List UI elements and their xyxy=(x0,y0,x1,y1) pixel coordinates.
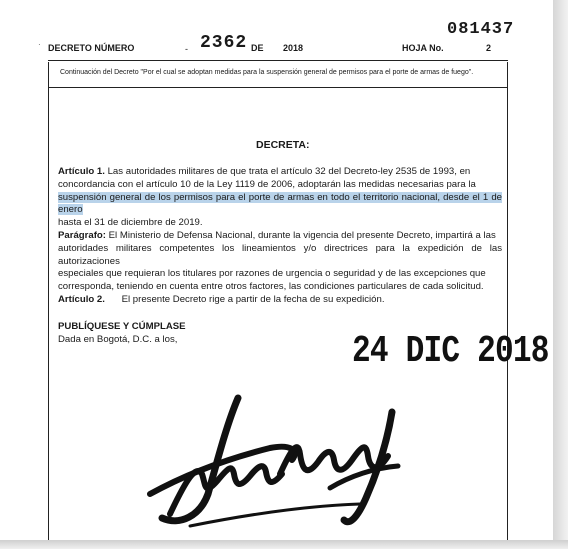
decreto-year: 2018 xyxy=(283,43,304,53)
paragrafo-line2: autoridades militares competentes los lineamientos y/o directrices para la expedición de las autorizaciones xyxy=(58,242,502,267)
paragrafo-line3: especiales que requieran los titulares por razones de urgencia o seguridad y de las excepciones que xyxy=(58,268,486,280)
decreta-heading: DECRETA: xyxy=(256,139,310,151)
signature-image xyxy=(130,376,420,536)
articulo-1-line4: hasta el 31 de diciembre de 2019. xyxy=(58,217,203,229)
scan-mark: · xyxy=(38,40,41,49)
header-rule-bottom xyxy=(48,87,508,88)
articulo-1 xyxy=(58,166,502,230)
articulo-1-line3-highlighted: suspensión general de los permisos para el porte de armas en todo el territorio nacional, desde el 1 de enero xyxy=(58,191,502,216)
frame-left xyxy=(48,62,49,540)
page-shadow-bottom xyxy=(0,540,568,549)
paragrafo-line4: corresponda, teniendo en cuenta entre otros factores, las condiciones particulares de cada solicitud. xyxy=(58,281,484,293)
decreto-number: 2362 xyxy=(200,33,248,53)
dada-line: Dada en Bogotá, D.C. a los, xyxy=(58,334,178,345)
serial-number: 081437 xyxy=(447,20,515,39)
articulo-2-label: Artículo 2. xyxy=(58,294,105,305)
paragrafo-label: Parágrafo: xyxy=(58,230,106,241)
page-shadow-right xyxy=(553,0,568,549)
articulo-1-label: Artículo 1. xyxy=(58,166,105,177)
hoja-label: HOJA No. xyxy=(402,43,444,53)
de-label: DE xyxy=(251,43,264,53)
hoja-number: 2 xyxy=(486,43,492,53)
frame-right xyxy=(507,62,508,540)
articulo-2 xyxy=(58,294,502,307)
articulo-1-line1: Las autoridades militares de que trata el artículo 32 del Decreto-ley 2535 de 1993, en xyxy=(107,166,471,177)
articulo-1-line2: concordancia con el artículo 10 de la Ley 1119 de 2006, adoptarán las medidas necesarias para la xyxy=(58,178,476,190)
articulo-2-text: El presente Decreto rige a partir de la fecha de su expedición. xyxy=(121,294,385,305)
tick-mark: - xyxy=(185,44,188,54)
header-rule-top xyxy=(48,60,508,61)
continuation-line: Continuación del Decreto "Por el cual se adoptan medidas para la suspensión general de permisos para el porte de armas de fuego". xyxy=(60,69,474,76)
date-stamp: 24 DIC 2018 xyxy=(352,330,549,373)
paragrafo-line1: El Ministerio de Defensa Nacional, durante la vigencia del presente Decreto, impartirá a las xyxy=(108,230,496,241)
publiquese-heading: PUBLÍQUESE Y CÚMPLASE xyxy=(58,321,186,332)
paragrafo xyxy=(58,230,502,294)
decreto-label: DECRETO NÚMERO xyxy=(48,43,135,53)
